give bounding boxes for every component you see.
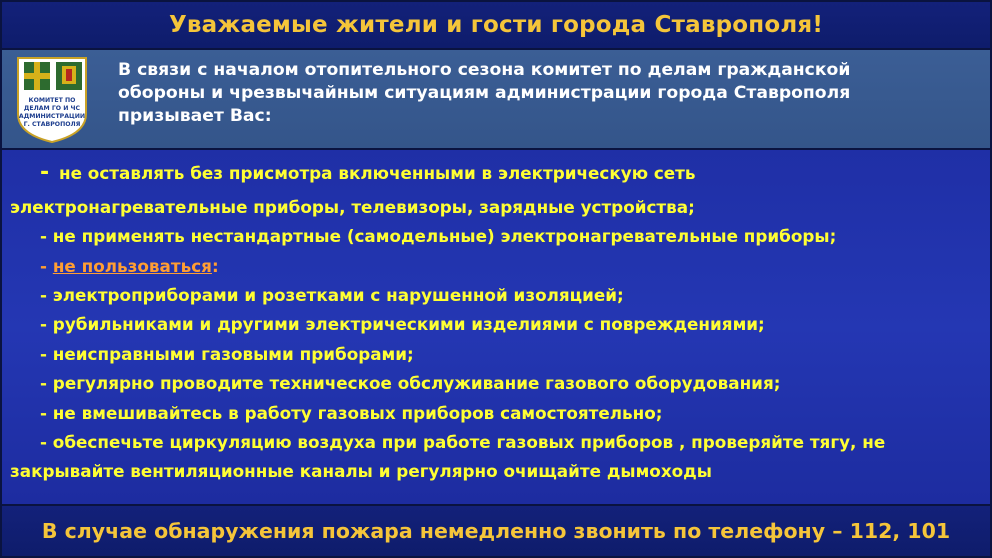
bullet-dash: - [40, 256, 53, 276]
intro-panel [2, 50, 990, 148]
intro-text [118, 59, 978, 128]
emblem-icon [16, 56, 88, 144]
emblem-text-1: КОМИТЕТ ПО [28, 97, 76, 104]
list-item-continuation: электронагревательные приборы, телевизоры, зарядные устройства; [10, 197, 695, 217]
emblem-text-2: ДЕЛАМ ГО И ЧС [23, 105, 81, 112]
list-item: - обеспечьте циркуляцию воздуха при работе газовых приборов , проверяйте тягу, не [40, 432, 886, 452]
highlight-link[interactable]: не пользоваться [52, 256, 212, 276]
colon: : [211, 256, 219, 276]
list-item [40, 160, 696, 185]
list-item: - электроприборами и розетками с нарушенной изоляцией; [40, 285, 624, 305]
list-item-text: не оставлять без присмотра включенными в электрическую сеть [58, 163, 696, 183]
page-title: Уважаемые жители и гости города Ставрополя! [168, 12, 824, 38]
list-item-continuation: закрывайте вентиляционные каналы и регулярно очищайте дымоходы [10, 461, 712, 481]
bullet-dash: - [40, 160, 50, 185]
title-bar [2, 2, 990, 48]
emblem-text-4: Г. СТАВРОПОЛЯ [23, 121, 81, 128]
emergency-phone-notice: В случае обнаружения пожара немедленно звонить по телефону – 112, 101 [41, 519, 951, 543]
emblem-text-3: АДМИНИСТРАЦИИ [18, 113, 86, 120]
list-item: - регулярно проводите техническое обслуживание газового оборудования; [40, 373, 781, 393]
intro-line: обороны и чрезвычайным ситуациям администрации города Ставрополя [118, 83, 851, 103]
recommendations-panel [2, 150, 990, 504]
list-item: - не применять нестандартные (самодельные) электронагревательные приборы; [40, 226, 837, 246]
footer-bar [2, 506, 990, 556]
intro-line: В связи с началом отопительного сезона комитет по делам гражданской [118, 60, 851, 80]
list-item: - не вмешивайтесь в работу газовых приборов самостоятельно; [40, 403, 663, 423]
intro-line: призывает Вас: [118, 106, 272, 126]
list-item [40, 256, 219, 276]
list-item: - рубильниками и другими электрическими изделиями с повреждениями; [40, 314, 765, 334]
list-item: - неисправными газовыми приборами; [40, 344, 414, 364]
